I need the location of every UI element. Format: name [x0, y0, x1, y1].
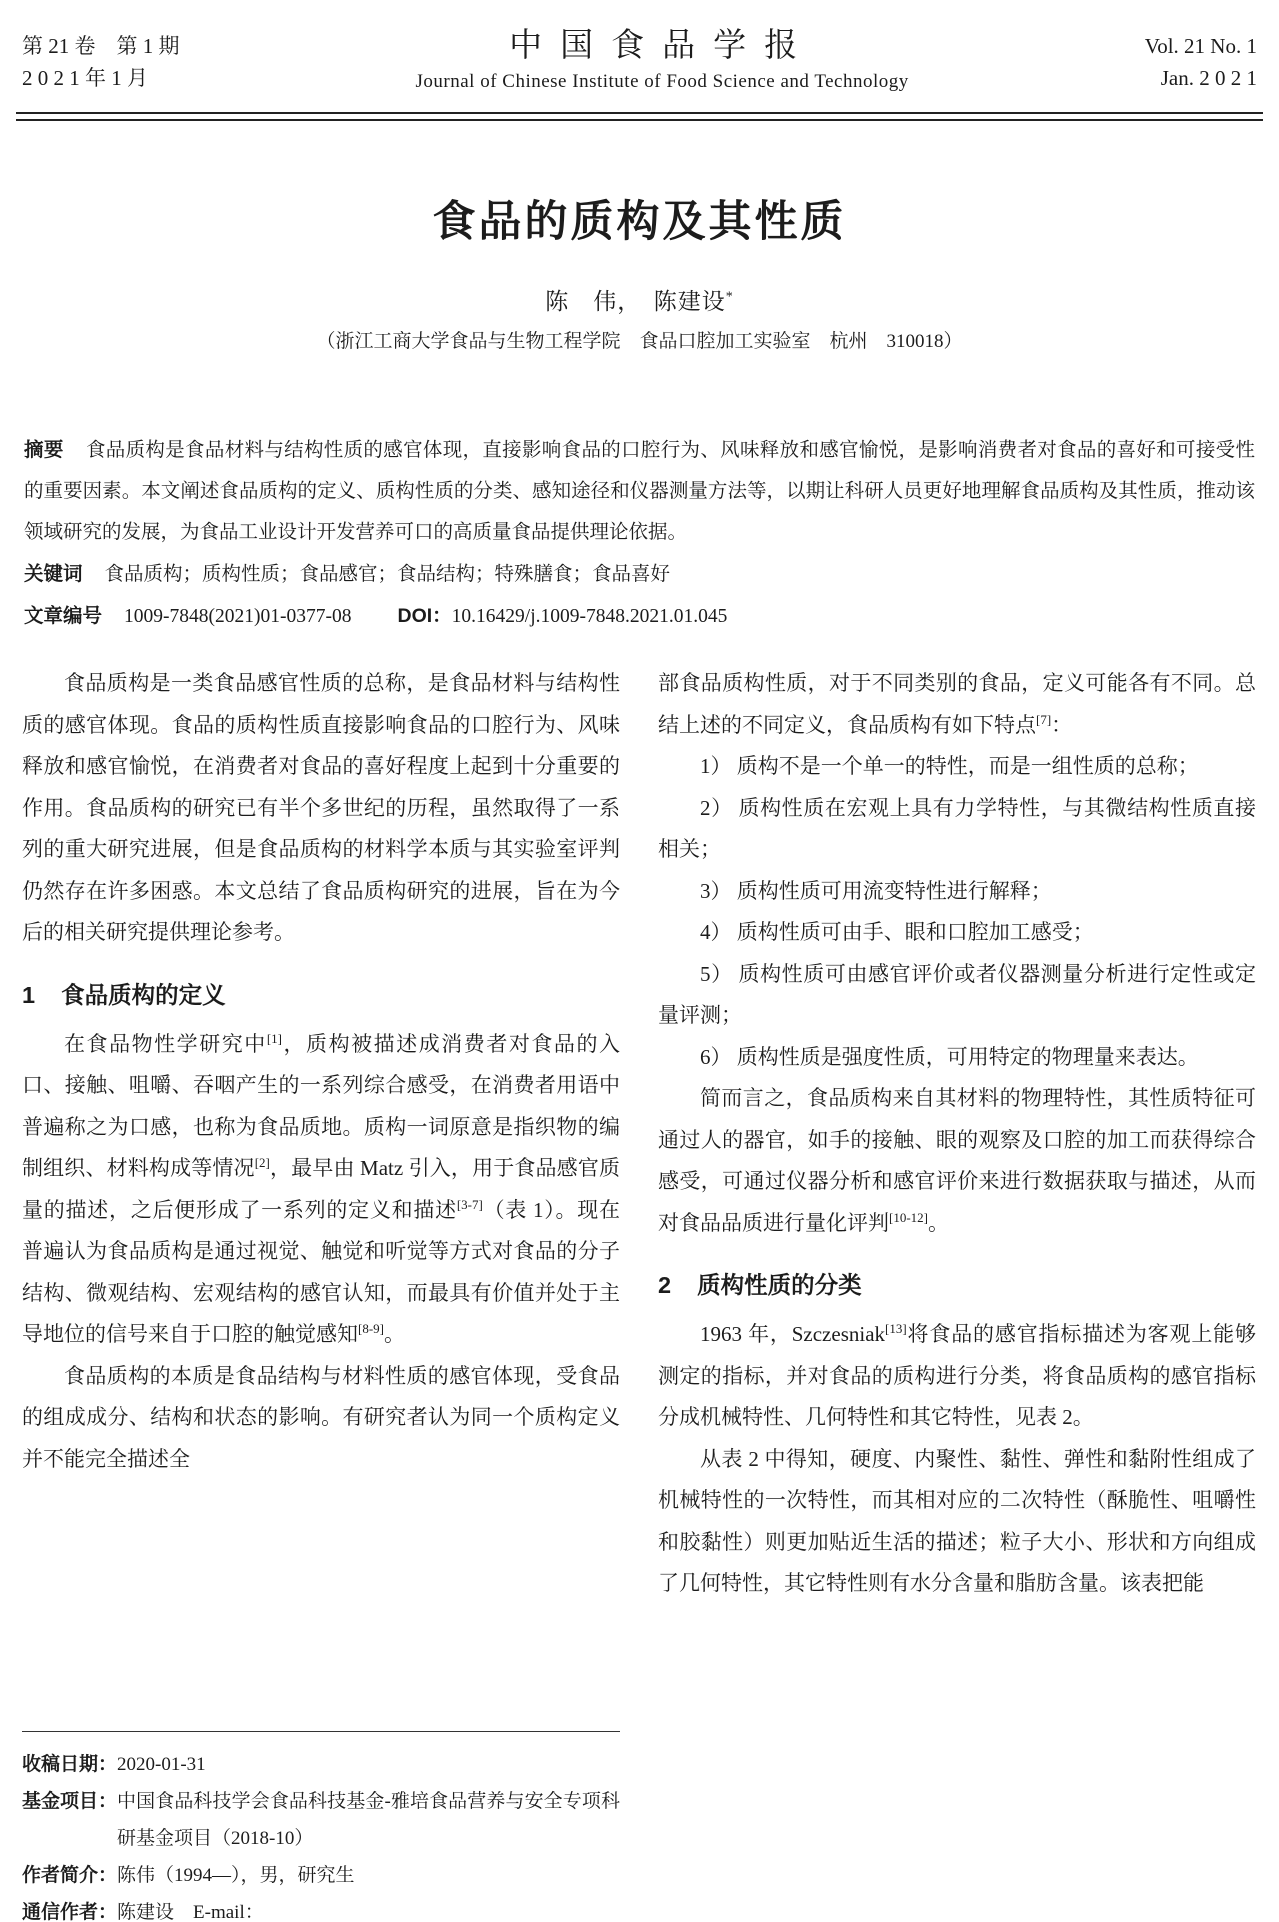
volume-issue-cn: 第 21 卷 第 1 期: [22, 34, 180, 58]
section-2-heading: [658, 1268, 1256, 1302]
date-cn: 2 0 2 1 年 1 月: [22, 66, 148, 90]
author-bio-value: 陈伟（1994—），男，研究生: [117, 1865, 355, 1886]
right-column: [658, 663, 1256, 1922]
issue-info-cn: [22, 30, 180, 94]
paragraph-classification-1: 1963 年，Szczesniak[13]将食品的感官指标描述为客观上能够测定的指标，并对食品的质构进行分类，将食品质构的感官指标分成机械特性、几何特性和其它特性，见表 2。: [658, 1321, 1257, 1429]
paragraph-definition-1: 在食品物性学研究中[1]，质构被描述成消费者对食品的入口、接触、咀嚼、吞咽产生的一系列综合感受，在消费者用语中普遍称之为口感，也称为食品质地。质构一词原意是指织物的编制组织、材料构成等情况[2]，最早由 Matz 引入，用于食品感官质量的描述，之后便形成了一系列的定义和描述[3-7]（表 1）。现在普遍认为食品质构是通过视觉、触觉和听觉等方式对食品的分子结构、微观结构、宏观结构的感官认知，而最具有价值并处于主导地位的信号来自于口腔的触觉感知[8-9]。: [22, 1030, 621, 1346]
fund-project-label: 基金项目：: [22, 1791, 118, 1812]
journal-name-en: Journal of Chinese Institute of Food Science and Technology: [415, 71, 909, 92]
paragraph-summary: 简而言之，食品质构来自其材料的物理特性，其性质特征可通过人的器官，如手的接触、眼的观察及口腔的加工而获得综合感受，可通过仪器分析和感官评价来进行数据获取与描述，从而对食品品质进行量化评判[10-12]。: [658, 1086, 1256, 1235]
article-number-value: 1009-7848(2021)01-0377-08: [124, 606, 352, 627]
left-column: [22, 663, 620, 1922]
paragraph-continuation: 部食品质构性质，对于不同类别的食品，定义可能各有不同。总结上述的不同定义，食品质构有如下特点[7]：: [658, 671, 1256, 737]
masthead-divider: [16, 112, 1263, 121]
corresponding-author-row: [22, 1894, 620, 1922]
corresponding-author-value: 陈建设 E-mail：: [117, 1902, 264, 1922]
journal-name-cn: 中国食品学报: [509, 28, 816, 64]
section-1-title: 食品质构的定义: [61, 981, 226, 1008]
section-1-number: 1: [22, 981, 36, 1008]
volume-issue-en: Vol. 21 No. 1: [1144, 34, 1257, 58]
keywords-label: 关键词: [24, 563, 83, 585]
doi-label: DOI：: [397, 605, 452, 627]
corresponding-author-mark: *: [725, 289, 734, 305]
abstract-label: 摘要: [24, 439, 64, 461]
fund-project-value: 中国食品科技学会食品科技基金-雅培食品营养与安全专项科研基金项目（2018-10）: [117, 1791, 620, 1849]
issue-info-en: [1145, 30, 1257, 94]
author-bio-row: [22, 1857, 620, 1894]
journal-name-block: [416, 26, 909, 98]
keywords-row: [24, 554, 1255, 595]
author-bio-label: 作者简介：: [22, 1865, 118, 1886]
authors-names: 陈 伟， 陈建设: [545, 289, 726, 314]
received-date-row: [22, 1746, 620, 1783]
article-number-row: [24, 596, 1255, 637]
abstract-row: [24, 430, 1255, 553]
doi-value: 10.16429/j.1009-7848.2021.01.045: [451, 606, 728, 627]
texture-feature-item-4: 4） 质构性质可由手、眼和口腔加工感受；: [700, 920, 1094, 944]
article-number-label: 文章编号: [24, 605, 103, 627]
authors-line: [0, 287, 1279, 317]
received-date-value: 2020-01-31: [117, 1754, 206, 1775]
abstract-text: 食品质构是食品材料与结构性质的感官体现，直接影响食品的口腔行为、风味释放和感官愉悦，是影响消费者对食品的喜好和可接受性的重要因素。本文阐述食品质构的定义、质构性质的分类、感知途径和仪器测量方法等，以期让科研人员更好地理解食品质构及其性质，推动该领域研究的发展，为食品工业设计开发营养可口的高质量食品提供理论依据。: [24, 440, 1255, 543]
abstract-block: [24, 430, 1255, 637]
texture-feature-item-1: 1） 质构不是一个单一的特性，而是一组性质的总称；: [700, 754, 1199, 778]
paragraph-classification-2: 从表 2 中得知，硬度、内聚性、黏性、弹性和黏附性组成了机械特性的一次特性，而其相对应的二次特性（酥脆性、咀嚼性和胶黏性）则更加贴近生活的描述；粒子大小、形状和方向组成了几何特性，其它特性则有水分含量和脂肪含量。该表把能: [658, 1446, 1256, 1595]
journal-masthead: [0, 0, 1279, 110]
section-1-heading: [22, 978, 620, 1012]
texture-feature-item-5: 5） 质构性质可由感官评价或者仪器测量分析进行定性或定量评测；: [658, 961, 1256, 1027]
received-date-label: 收稿日期：: [22, 1754, 118, 1775]
keywords-text: 食品质构；质构性质；食品感官；食品结构；特殊膳食；食品喜好: [104, 564, 671, 585]
article-body: [22, 663, 1257, 1922]
texture-feature-item-2: 2） 质构性质在宏观上具有力学特性，与其微结构性质直接相关；: [658, 795, 1256, 861]
affiliation-line: （浙江工商大学食品与生物工程学院 食品口腔加工实验室 杭州 310018）: [316, 331, 963, 352]
texture-feature-item-3: 3） 质构性质可用流变特性进行解释；: [700, 878, 1052, 903]
corresponding-author-label: 通信作者：: [22, 1902, 118, 1922]
fund-project-row: [22, 1783, 620, 1857]
article-title: 食品的质构及其性质: [432, 198, 847, 246]
texture-feature-item-6: 6） 质构性质是强度性质，可用特定的物理量来表达。: [700, 1044, 1199, 1069]
section-2-title: 质构性质的分类: [697, 1272, 862, 1298]
paragraph-definition-2: 食品质构的本质是食品结构与材料性质的感官体现，受食品的组成成分、结构和状态的影响。有研究者认为同一个质构定义并不能完全描述全: [22, 1363, 620, 1471]
date-en: Jan. 2 0 2 1: [1160, 66, 1257, 90]
footnote-block: [22, 1731, 620, 1922]
title-block: [0, 197, 1279, 358]
paragraph-intro: 食品质构是一类食品感官性质的总称，是食品材料与结构性质的感官体现。食品的质构性质直接影响食品的口腔行为、风味释放和感官愉悦，在消费者对食品的喜好程度上起到十分重要的作用。食品质构的研究已有半个多世纪的历程，虽然取得了一系列的重大研究进展，但是食品质构的材料学本质与其实验室评判仍然存在许多困惑。本文总结了食品质构研究的进展，旨在为今后的相关研究提供理论参考。: [22, 671, 620, 944]
section-2-number: 2: [658, 1272, 672, 1298]
